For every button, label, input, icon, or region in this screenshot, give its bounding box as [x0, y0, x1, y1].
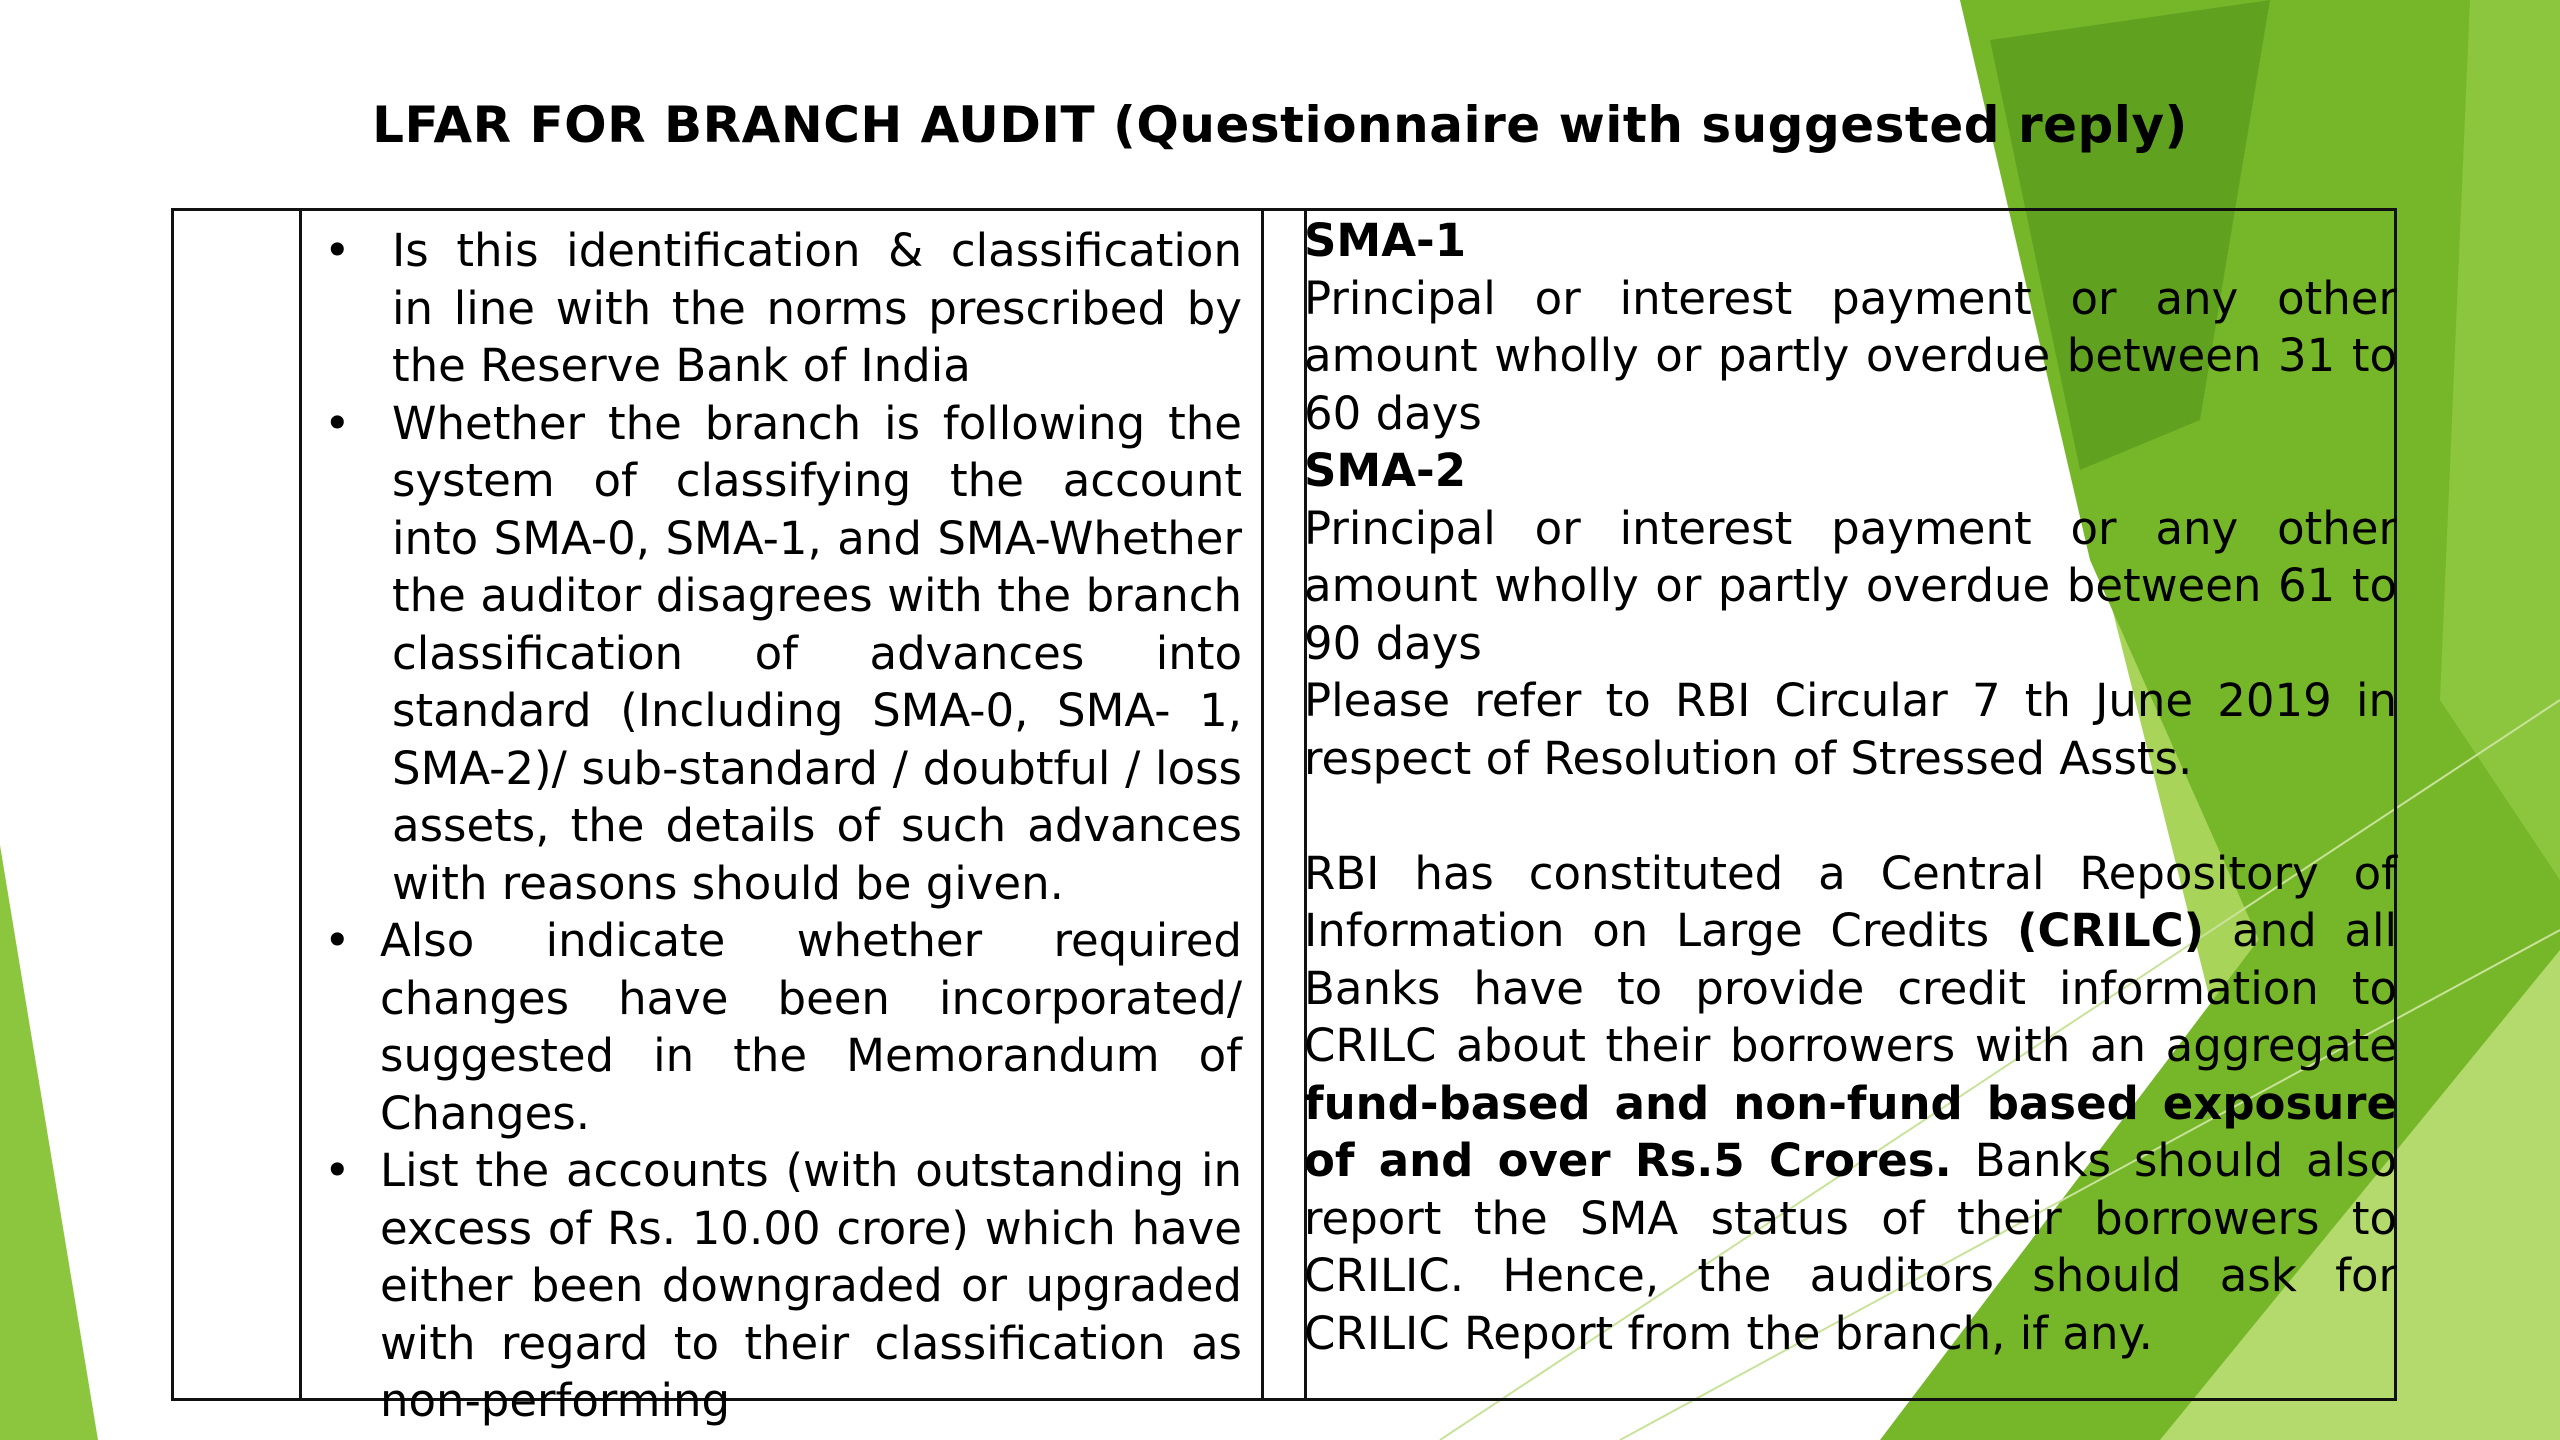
question-item — [324, 912, 1242, 1142]
left-green-facet — [0, 845, 98, 1440]
question-text: Is this identification & classification in line with the norms prescribed by the Reserve Bank of India — [392, 224, 1242, 392]
crilc-paragraph — [1304, 845, 2397, 1363]
question-text: Whether the branch is following the system of classifying the account into SMA-0, SMA-1, and SMA-Whether the auditor disagrees with the branch classification of advances into standard (Including SMA-0, SMA- 1, SMA-2)/ sub-standard / doubtful / loss assets, the details of such advances with reasons should be given. — [392, 396, 1242, 910]
bullet-glyph: • — [324, 224, 351, 277]
suggested-reply-column — [1304, 212, 2397, 1362]
question-text: Also indicate whether required changes have been incorporated/ suggested in the Memorandum of Changes. — [380, 914, 1242, 1140]
crilc-text: Banks should also report the SMA status of their borrowers to CRILIC. Hence, the auditors should ask for CRILIC Report from the branch, if any. — [1304, 1134, 2397, 1360]
paragraph-gap — [1304, 787, 2397, 845]
column-divider — [299, 211, 302, 1398]
question-item — [324, 222, 1242, 395]
sma1-heading: SMA-1 — [1304, 214, 1467, 267]
exposure-threshold: fund-based and non-fund based exposure of and over Rs.5 Crores. — [1304, 1076, 2397, 1187]
questionnaire-column — [324, 222, 1242, 1430]
question-list — [324, 222, 1242, 1430]
bullet-glyph: • — [324, 1144, 351, 1197]
bullet-glyph: • — [324, 914, 351, 967]
sma1-definition: Principal or interest payment or any other amount wholly or partly overdue between 31 to 60 days — [1304, 271, 2397, 440]
crilc-abbrev: (CRILC) — [2016, 904, 2205, 957]
bullet-glyph: • — [324, 396, 351, 450]
sma2-definition: Principal or interest payment or any other amount wholly or partly overdue between 61 to 90 days — [1304, 501, 2397, 670]
rbi-circular-note: Please refer to RBI Circular 7 th June 2019 in respect of Resolution of Stressed Assts. — [1304, 674, 2397, 785]
page-title: LFAR FOR BRANCH AUDIT (Questionnaire with suggested reply) — [372, 96, 2188, 154]
crilc-text: and all Banks have to provide credit information to CRILC about their borrowers with an aggregate — [1304, 904, 2397, 1072]
question-text: List the accounts (with outstanding in excess of Rs. 10.00 crore) which have either been downgraded or upgraded with regard to their classification as non-performing — [380, 1144, 1242, 1427]
sma2-heading: SMA-2 — [1304, 444, 1467, 497]
question-item — [324, 1142, 1242, 1430]
question-item — [324, 395, 1242, 913]
column-divider — [1261, 211, 1264, 1398]
crilc-text: RBI has constituted a Central Repository of Information on Large Credits — [1304, 846, 2397, 957]
